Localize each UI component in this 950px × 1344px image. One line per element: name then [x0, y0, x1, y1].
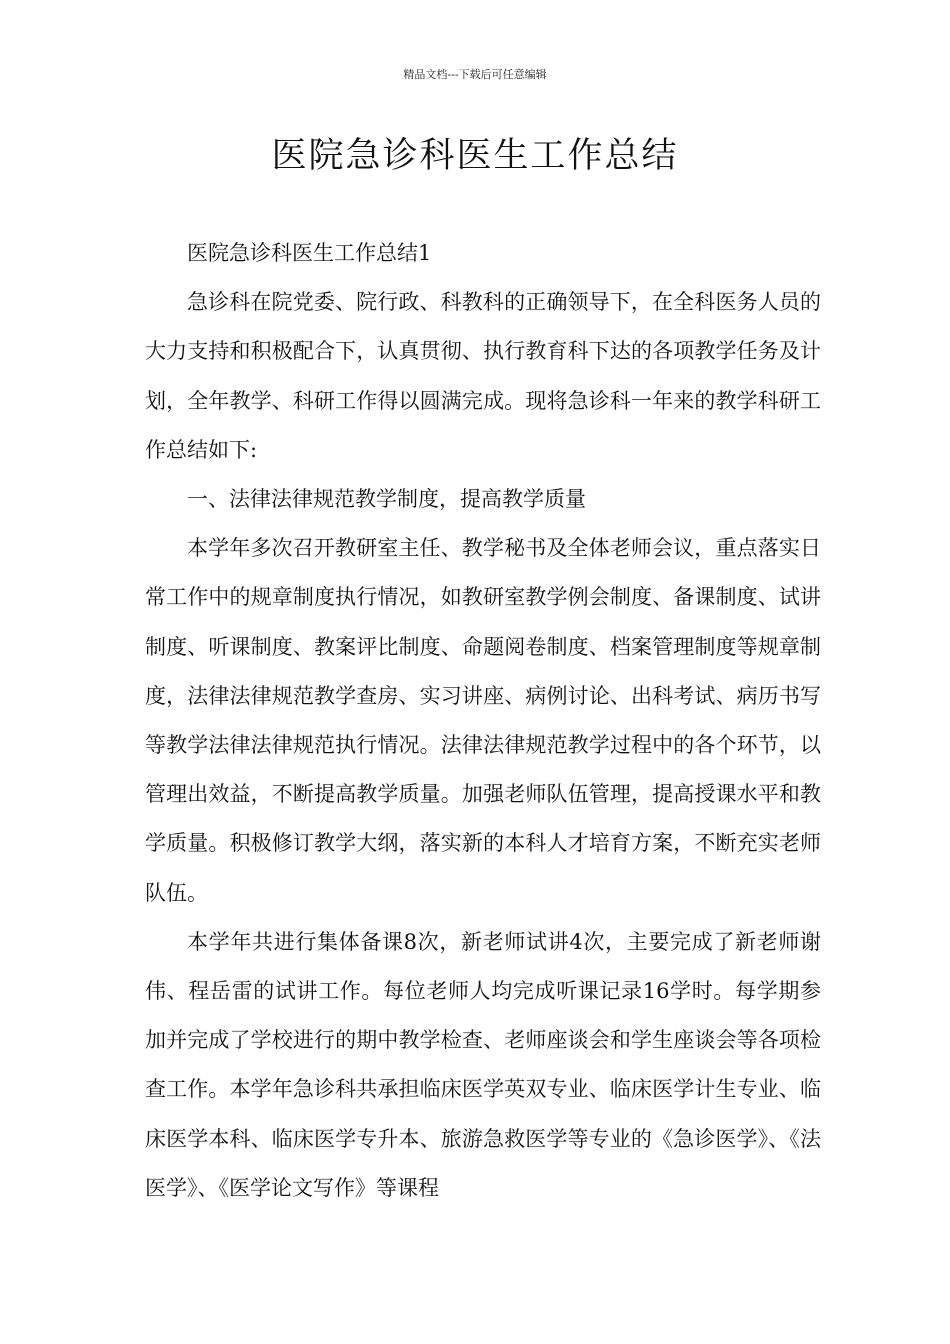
paragraph: 本学年共进行集体备课8次，新老师试讲4次，主要完成了新老师谢伟、程岳雷的试讲工作。每位老师人均完成听课记录16学时。每学期参加并完成了学校进行的期中教学检查、老师座谈会和学生座谈会等各项检查工作。本学年急诊科共承担临床医学英双专业、临床医学计生专业、临床医学本科、临床医学专升本、旅游急救医学等专业的《急诊医学》、《法医学》、《医学论文写作》等课程: [145, 929, 821, 1200]
section-heading: 医院急诊科医生工作总结1: [187, 241, 432, 265]
document-body: [145, 229, 821, 1213]
paragraph: 本学年多次召开教研室主任、教学秘书及全体老师会议，重点落实日常工作中的规章制度执行情况，如教研室教学例会制度、备课制度、试讲制度、听课制度、教案评比制度、命题阅卷制度、档案管理制度等规章制度，法律法律规范教学查房、实习讲座、病例讨论、出科考试、病历书写等教学法律法律规范执行情况。法律法律规范教学过程中的各个环节，以管理出效益，不断提高教学质量。加强老师队伍管理，提高授课水平和教学质量。积极修订教学大纲，落实新的本科人才培育方案，不断充实老师队伍。: [145, 536, 821, 905]
header-note: 精品文档---下载后可任意编辑: [403, 68, 547, 81]
subsection-heading: 一、法律法律规范教学制度，提高教学质量: [187, 487, 586, 512]
document-title: 医院急诊科医生工作总结: [271, 136, 679, 176]
paragraph: 急诊科在院党委、院行政、科教科的正确领导下，在全科医务人员的大力支持和积极配合下，认真贯彻、执行教育科下达的各项教学任务及计划，全年教学、科研工作得以圆满完成。现将急诊科一年来的教学科研工作总结如下:: [145, 290, 821, 462]
